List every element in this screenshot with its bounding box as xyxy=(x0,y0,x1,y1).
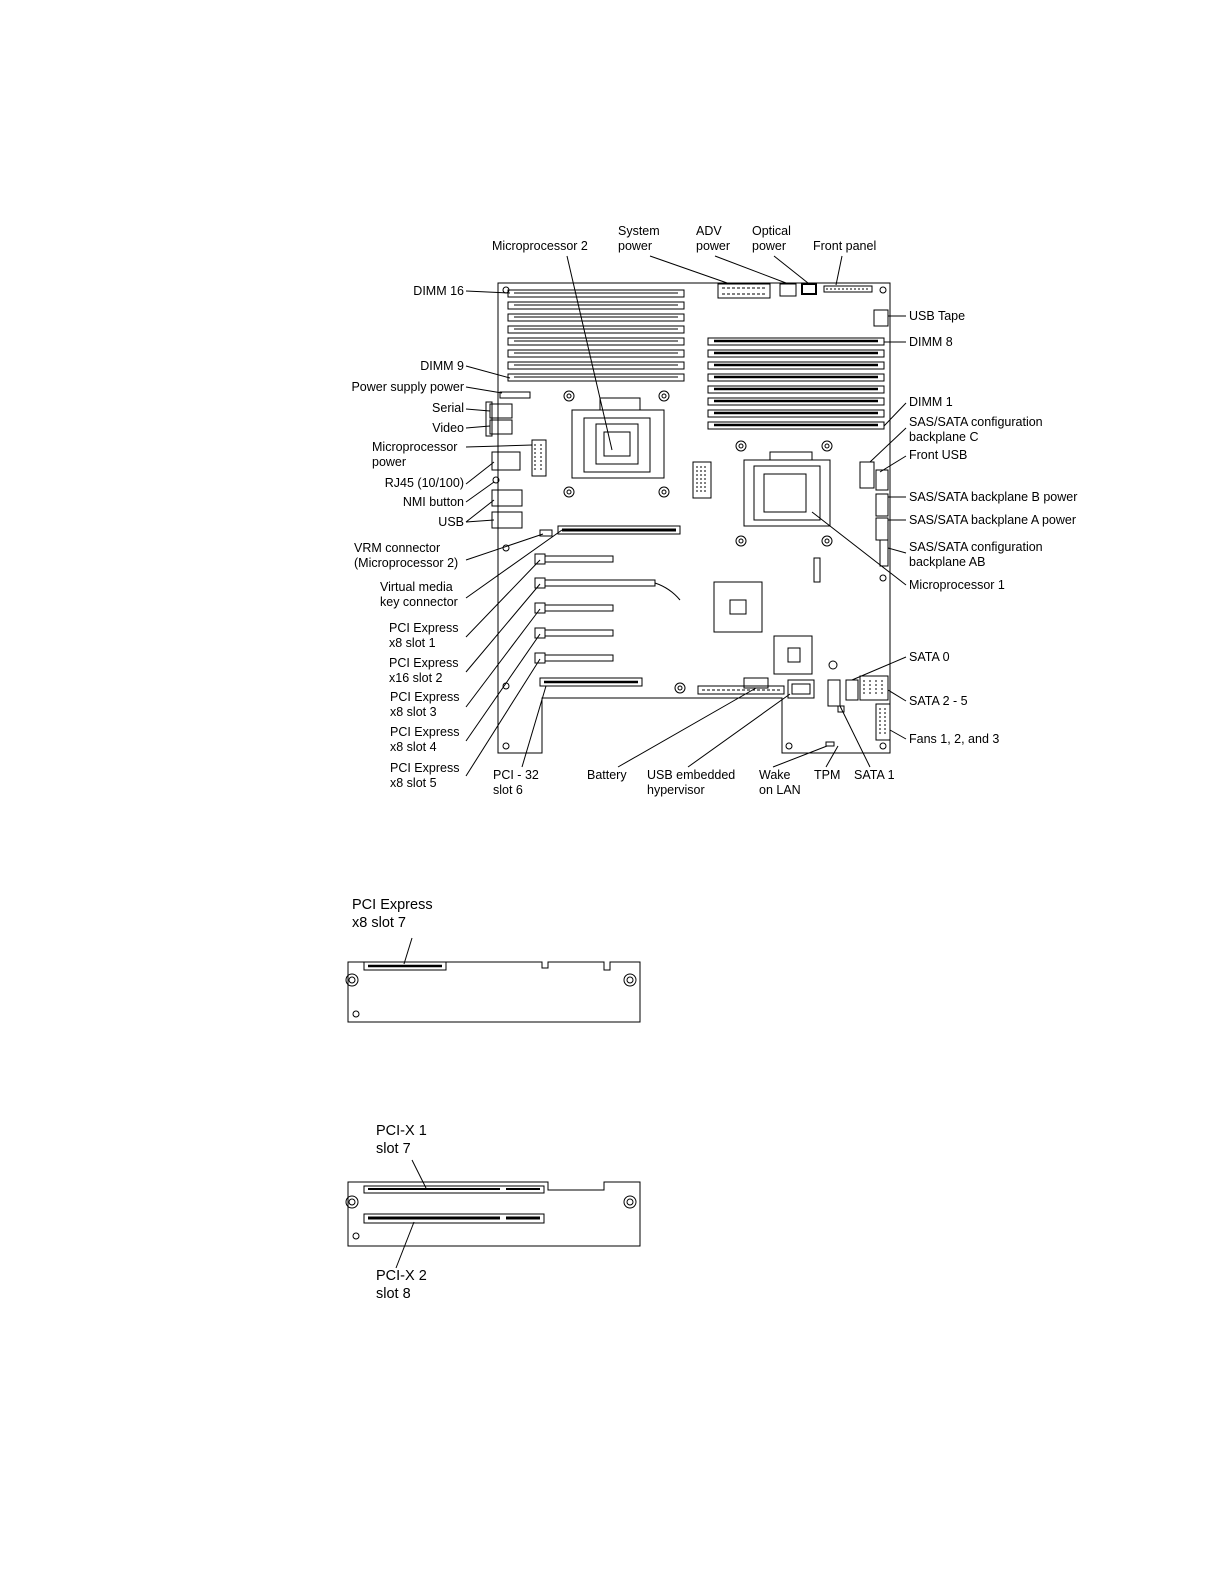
label-sata-2-5: SATA 2 - 5 xyxy=(909,694,968,708)
label-adv-power: ADV power xyxy=(696,224,731,253)
label-usb: USB xyxy=(438,515,464,529)
label-system-power: System power xyxy=(618,224,660,253)
fans-connector xyxy=(876,704,890,740)
usb-connector-2 xyxy=(492,512,522,528)
adv-power-connector xyxy=(780,284,796,296)
usb-hypervisor-connector xyxy=(698,686,784,694)
mount-hole xyxy=(880,743,886,749)
usb-connector-1 xyxy=(492,490,522,506)
label-sas-b-power: SAS/SATA backplane B power xyxy=(909,490,1078,504)
riser-card-2 xyxy=(346,1160,640,1268)
mount-hole xyxy=(880,287,886,293)
usb-tape-connector xyxy=(874,310,888,326)
label-microprocessor-1: Microprocessor 1 xyxy=(909,578,1005,592)
label-dimm-8: DIMM 8 xyxy=(909,335,953,349)
mount-hole xyxy=(786,743,792,749)
optical-power-connector xyxy=(802,284,816,294)
label-sata-0: SATA 0 xyxy=(909,650,950,664)
label-video: Video xyxy=(432,421,464,435)
system-power-connector xyxy=(718,284,770,298)
label-serial: Serial xyxy=(432,401,464,415)
label-usb-tape: USB Tape xyxy=(909,309,966,323)
cpu1-socket xyxy=(736,441,832,546)
label-microprocessor-power: Microprocessor power xyxy=(372,440,458,469)
label-usb-hypervisor: USB embedded hypervisor xyxy=(647,768,736,797)
tpm-connector xyxy=(826,742,834,746)
label-nmi-button: NMI button xyxy=(402,495,464,509)
video-connector xyxy=(490,420,512,434)
rj45-connector xyxy=(492,452,520,470)
cpu2-socket xyxy=(564,391,669,497)
label-riser-1-slot-7: PCI Express x8 slot 7 xyxy=(352,897,433,931)
label-wake-on-lan: Wake on LAN xyxy=(759,768,801,797)
label-front-panel: Front panel xyxy=(813,239,877,253)
label-fans: Fans 1, 2, and 3 xyxy=(909,732,1000,746)
sas-config-c-connector xyxy=(860,462,874,488)
mount-hole xyxy=(503,743,509,749)
label-front-usb: Front USB xyxy=(909,448,968,462)
riser-card-1 xyxy=(346,938,640,1022)
label-pcie-x8-slot-1: PCI Express x8 slot 1 xyxy=(389,621,459,650)
label-microprocessor-2: Microprocessor 2 xyxy=(492,239,588,253)
label-sas-config-ab: SAS/SATA configuration backplane AB xyxy=(909,540,1043,569)
microprocessor-power-connector xyxy=(532,440,546,476)
dimm-bank-left xyxy=(508,290,684,381)
label-sata-1: SATA 1 xyxy=(854,768,895,782)
label-optical-power: Optical power xyxy=(752,224,791,253)
label-dimm-9: DIMM 9 xyxy=(420,359,464,373)
mount-hole xyxy=(880,575,886,581)
pci-slots xyxy=(535,526,680,686)
label-pcie-x8-slot-4: PCI Express x8 slot 4 xyxy=(390,725,460,754)
dimm-bank-right xyxy=(708,338,884,429)
label-pci32-slot-6: PCI - 32 slot 6 xyxy=(493,768,539,797)
label-sas-a-power: SAS/SATA backplane A power xyxy=(909,513,1076,527)
label-virtual-media: Virtual media key connector xyxy=(380,580,458,609)
sata-1-connector xyxy=(828,680,840,706)
label-pcie-x8-slot-5: PCI Express x8 slot 5 xyxy=(390,761,460,790)
sata-0-connector xyxy=(846,680,858,700)
label-riser-2-slot-8: PCI-X 2 slot 8 xyxy=(376,1268,427,1302)
label-pcie-x16-slot-2: PCI Express x16 slot 2 xyxy=(389,656,459,685)
vrm-connector xyxy=(540,530,552,536)
serial-connector xyxy=(490,404,512,418)
label-power-supply-power: Power supply power xyxy=(351,380,464,394)
label-dimm-16: DIMM 16 xyxy=(413,284,464,298)
label-riser-2-slot-7: PCI-X 1 slot 7 xyxy=(376,1123,427,1157)
label-vrm-connector: VRM connector (Microprocessor 2) xyxy=(354,541,459,570)
label-tpm: TPM xyxy=(814,768,841,782)
mount-hole xyxy=(829,661,837,669)
power-supply-connector xyxy=(500,392,530,398)
label-pcie-x8-slot-3: PCI Express x8 slot 3 xyxy=(390,690,460,719)
label-battery: Battery xyxy=(587,768,627,782)
label-sas-config-c: SAS/SATA configuration backplane C xyxy=(909,415,1043,444)
label-rj45: RJ45 (10/100) xyxy=(384,476,464,490)
label-dimm-1: DIMM 1 xyxy=(909,395,953,409)
